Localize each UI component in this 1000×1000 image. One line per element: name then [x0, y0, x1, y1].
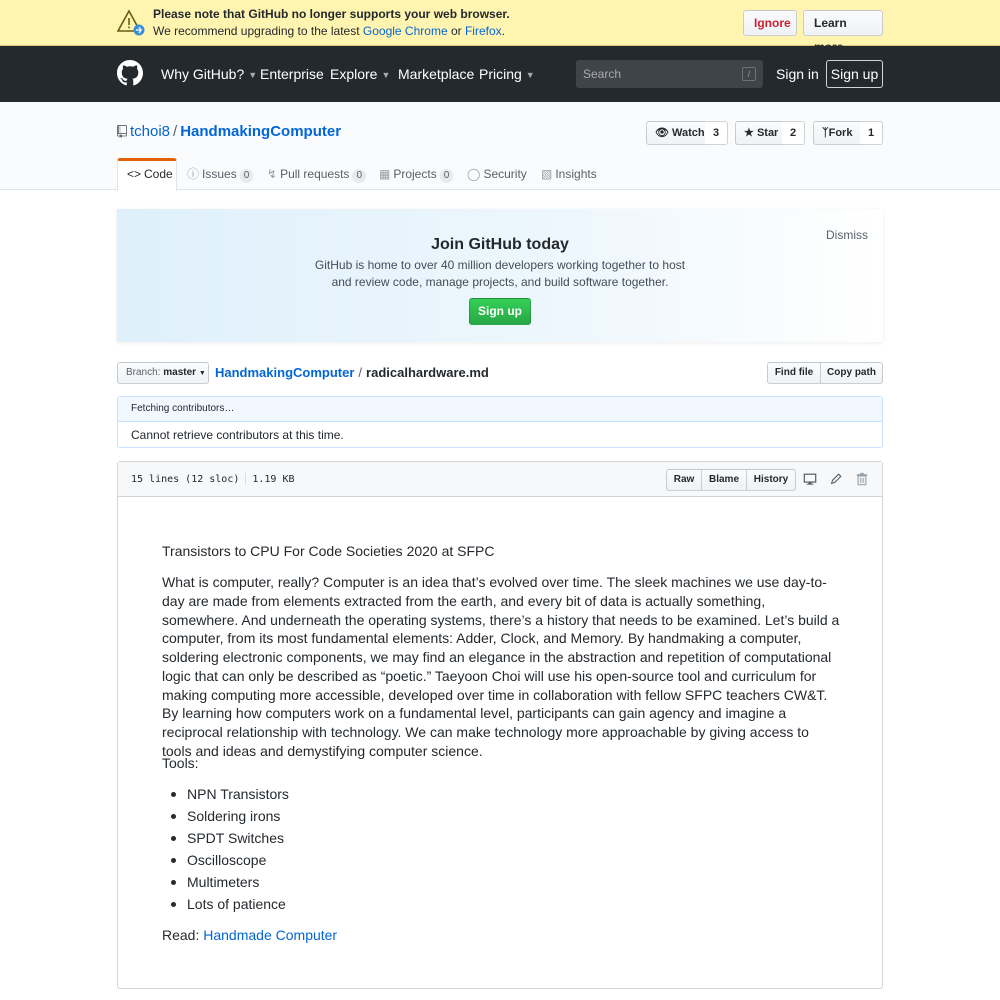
- nav-why-github[interactable]: [161, 65, 257, 84]
- history-button[interactable]: History: [746, 469, 796, 491]
- nav-marketplace[interactable]: [398, 65, 474, 83]
- browser-warning-banner: [0, 0, 1000, 46]
- repo-name-link[interactable]: [180, 123, 341, 140]
- eye-icon: 👁: [655, 127, 669, 139]
- shield-icon: ◯: [467, 167, 481, 181]
- list-item: Multimeters: [187, 873, 289, 895]
- repo-owner-link[interactable]: tchoi8: [130, 123, 171, 140]
- sign-up-button[interactable]: Sign up: [826, 60, 883, 88]
- readme-title-line: Transistors to CPU For Code Societies 2020 at SFPC: [162, 543, 495, 559]
- tab-pull-requests[interactable]: [267, 158, 366, 190]
- tools-heading: Tools:: [162, 755, 199, 771]
- join-description: GitHub is home to over 40 million developers working together to host and review code, manage projects, and build software together.: [314, 258, 686, 289]
- repo-separator: /: [173, 123, 178, 140]
- tab-code[interactable]: [117, 158, 177, 191]
- pencil-icon[interactable]: [829, 472, 843, 486]
- tab-security-label: Security: [483, 167, 527, 181]
- tab-issues[interactable]: [187, 158, 253, 190]
- list-item: Oscilloscope: [187, 851, 289, 873]
- code-icon: <>: [127, 167, 142, 181]
- star-group: [735, 121, 805, 145]
- repo-icon: [117, 125, 127, 138]
- join-sign-up-button[interactable]: Sign up: [469, 298, 531, 325]
- search-shortcut-key: /: [742, 67, 756, 81]
- project-icon: ▦: [379, 167, 391, 181]
- file-breadcrumb: [215, 364, 489, 381]
- projects-counter: 0: [440, 169, 454, 183]
- learn-more-button[interactable]: Learn: [803, 10, 883, 36]
- join-title: Join GitHub today: [431, 236, 569, 253]
- contributors-error: Cannot retrieve contributors at this time.: [131, 428, 344, 442]
- file-box: [117, 461, 883, 989]
- readme-description: What is computer, really? Computer is an idea that’s evolved over time. The sleek machines we use day-to-day are made from elements extracted from the earth, and every bit of data is actually something, somewhere. And underneath the operating systems, there’s a history that needs to be examined. Let’s build a computer, from its most fundamental elements: Adder, Clock, and Memory. By handmaking a computer, soldering electronic components, we may find an elegance in the abstraction and repetition of computational logic that can only be described as “poetic.” Taeyoon Choi will use his open-source tool and curriculum for making computing more accessible, developed over time in collaboration with fellow SFPC teachers CW&T. By learning how computers work on a fundamental level, participants can gain agency and imagine a reciprocal relationship with technology. We can make technology more approachable by giving access to tools and ideas and demystifying computer science.: [162, 574, 840, 759]
- star-count[interactable]: 2: [782, 121, 805, 145]
- list-item: Lots of patience: [187, 895, 289, 917]
- tab-security[interactable]: [467, 158, 527, 190]
- watch-button[interactable]: [646, 121, 706, 145]
- fork-icon: ᛉ: [822, 127, 829, 139]
- watch-label: Watch: [672, 127, 705, 139]
- read-line: [162, 926, 337, 945]
- issues-counter: 0: [240, 169, 254, 183]
- repo-header: [0, 102, 1000, 190]
- read-label: Read:: [162, 927, 200, 943]
- fork-button[interactable]: [813, 121, 861, 145]
- fork-count[interactable]: 1: [860, 121, 883, 145]
- banner-title: Please note that GitHub no longer supports your web browser.: [153, 7, 510, 21]
- search-input[interactable]: [576, 60, 763, 88]
- copy-path-button[interactable]: Copy path: [820, 362, 883, 384]
- github-logo-icon[interactable]: [117, 60, 143, 86]
- blame-button[interactable]: Blame: [701, 469, 747, 491]
- chevron-down-icon: ▼: [525, 70, 535, 81]
- contributors-fetching: Fetching contributors…: [118, 397, 882, 422]
- banner-sub-prefix: We recommend upgrading to the latest: [153, 24, 363, 38]
- sign-in-link[interactable]: Sign in: [776, 66, 819, 82]
- star-icon: ★: [744, 127, 754, 139]
- caret-down-icon: ▼: [198, 370, 206, 377]
- breadcrumb-repo-label: HandmakingComputer: [215, 365, 355, 380]
- nav-pricing[interactable]: [479, 65, 535, 84]
- nav-why-github-label: Why GitHub?: [161, 66, 245, 82]
- ignore-button[interactable]: Ignore: [743, 10, 797, 36]
- chevron-down-icon: ▼: [248, 70, 258, 81]
- contributors-box: [117, 396, 883, 448]
- list-item: NPN Transistors: [187, 785, 289, 807]
- chevron-down-icon: ▼: [381, 70, 391, 81]
- nav-enterprise[interactable]: [260, 65, 324, 83]
- tab-insights[interactable]: [541, 158, 597, 190]
- branch-select[interactable]: [117, 362, 209, 384]
- search-placeholder: Search: [583, 67, 622, 81]
- repo-title: [130, 122, 341, 142]
- desktop-icon[interactable]: [803, 472, 817, 486]
- tab-projects-label: Projects: [393, 167, 437, 181]
- repo-name: HandmakingComputer: [180, 123, 342, 140]
- banner-subtitle: [153, 24, 505, 38]
- firefox-link[interactable]: Firefox: [464, 24, 502, 38]
- warning-browser-icon: [117, 9, 147, 37]
- file-info: [131, 473, 295, 485]
- branch-label: Branch:: [126, 367, 161, 378]
- dismiss-button[interactable]: Dismiss: [826, 228, 868, 242]
- tab-insights-label: Insights: [555, 167, 597, 181]
- fork-label: Fork: [828, 127, 853, 139]
- issue-icon: ⓘ: [187, 167, 200, 181]
- site-header: [0, 46, 1000, 102]
- handmade-computer-link[interactable]: Handmade Computer: [203, 927, 338, 943]
- breadcrumb-file: radicalhardware.md: [366, 365, 489, 380]
- nav-explore-label: Explore: [330, 66, 378, 82]
- banner-sub-or: or: [447, 24, 465, 38]
- tab-projects[interactable]: [379, 158, 453, 190]
- breadcrumb-repo-link[interactable]: [215, 365, 354, 380]
- nav-marketplace-label: Marketplace: [398, 66, 475, 82]
- tab-pull-requests-label: Pull requests: [280, 167, 350, 181]
- tools-list: [187, 785, 289, 917]
- join-github-signup-prompt: [117, 209, 883, 342]
- file-size: 1.19 KB: [252, 474, 295, 485]
- nav-enterprise-label: Enterprise: [260, 66, 324, 82]
- raw-button[interactable]: Raw: [666, 469, 702, 491]
- tab-issues-label: Issues: [202, 167, 237, 181]
- star-label: Star: [756, 127, 779, 139]
- fork-group: [813, 121, 883, 145]
- branch-value: master: [163, 367, 197, 378]
- pull-request-icon: ↯: [267, 167, 278, 181]
- trash-icon[interactable]: [855, 472, 869, 486]
- find-file-button[interactable]: Find file: [767, 362, 821, 384]
- graph-icon: ▧: [541, 167, 553, 181]
- file-info-divider: [245, 473, 246, 485]
- nav-pricing-label: Pricing: [479, 66, 522, 82]
- chrome-link[interactable]: Google Chrome: [362, 24, 448, 38]
- watch-group: [646, 121, 728, 145]
- breadcrumb-separator: /: [358, 365, 363, 380]
- nav-explore[interactable]: [330, 65, 390, 84]
- pull-requests-counter: 0: [352, 169, 366, 183]
- file-header: [118, 462, 882, 497]
- banner-sub-suffix: .: [501, 24, 505, 38]
- tab-code-label: Code: [144, 167, 173, 181]
- star-button[interactable]: [735, 121, 783, 145]
- watch-count[interactable]: 3: [705, 121, 728, 145]
- list-item: SPDT Switches: [187, 829, 289, 851]
- list-item: Soldering irons: [187, 807, 289, 829]
- file-lines: 15 lines (12 sloc): [131, 474, 240, 485]
